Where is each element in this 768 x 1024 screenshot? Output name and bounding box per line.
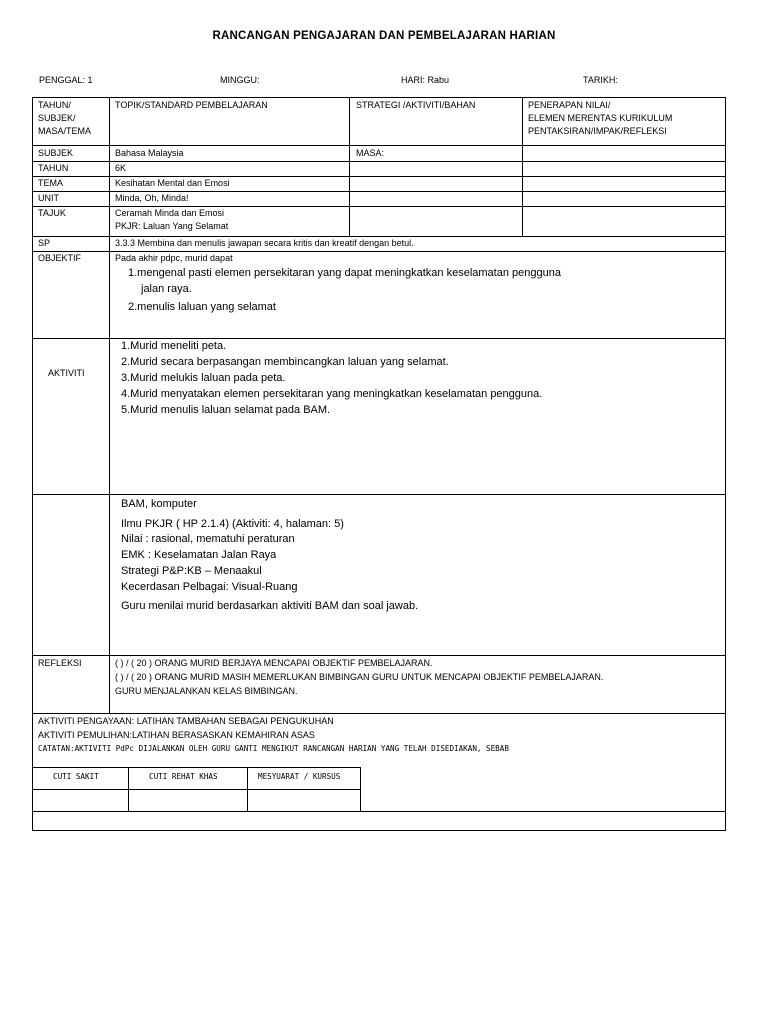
aktiviti-item: 5.Murid menulis laluan selamat pada BAM. bbox=[121, 404, 331, 416]
pengayaan-text: AKTIVITI PENGAYAAN: LATIHAN TAMBAHAN SEBAGAI PENGUKUHAN bbox=[38, 716, 334, 726]
col-divider bbox=[522, 98, 523, 236]
bahan-line: Kecerdasan Pelbagai: Visual-Ruang bbox=[121, 581, 298, 593]
objektif-item-1: 1.mengenal pasti elemen persekitaran yang dapat meningkatkan keselamatan pengguna bbox=[128, 267, 561, 279]
row-divider bbox=[33, 494, 725, 495]
subtable-divider bbox=[247, 767, 248, 811]
bahan-line: Guru menilai murid berdasarkan aktiviti BAM dan soal jawab. bbox=[121, 600, 419, 612]
tajuk-label: TAJUK bbox=[38, 208, 66, 218]
subtable-border bbox=[33, 767, 360, 768]
bahan-line: Strategi P&P:KB – Menaakul bbox=[121, 565, 262, 577]
subtable-border bbox=[33, 789, 360, 790]
sp-value: 3.3.3 Membina dan menulis jawapan secara kritis dan kreatif dengan betul. bbox=[115, 238, 414, 248]
col3-header: STRATEGI /AKTIVITI/BAHAN bbox=[356, 100, 476, 110]
tajuk-value-1: Ceramah Minda dan Emosi bbox=[115, 208, 225, 218]
row-divider bbox=[33, 176, 725, 177]
tema-label: TEMA bbox=[38, 178, 64, 188]
subjek-value: Bahasa Malaysia bbox=[115, 148, 184, 158]
aktiviti-item: 3.Murid melukis laluan pada peta. bbox=[121, 372, 286, 384]
pemulihan-text: AKTIVITI PEMULIHAN:LATIHAN BERASASKAN KEMAHIRAN ASAS bbox=[38, 730, 315, 740]
bahan-line: Ilmu PKJR ( HP 2.1.4) (Aktiviti: 4, halaman: 5) bbox=[121, 518, 344, 530]
page-title: RANCANGAN PENGAJARAN DAN PEMBELAJARAN HARIAN bbox=[212, 30, 556, 42]
tema-value: Kesihatan Mental dan Emosi bbox=[115, 178, 230, 188]
bahan-line: EMK : Keselamatan Jalan Raya bbox=[121, 549, 277, 561]
tahun-label: TAHUN bbox=[38, 163, 69, 173]
hari-field: HARI: Rabu bbox=[401, 75, 450, 85]
subtable-divider bbox=[360, 767, 361, 811]
col1-header: TAHUN/ SUBJEK/ MASA/TEMA bbox=[38, 100, 92, 136]
bahan-line: BAM, komputer bbox=[121, 498, 197, 510]
row-divider bbox=[33, 251, 725, 252]
col-divider bbox=[109, 98, 110, 713]
tajuk-value-2: PKJR: Laluan Yang Selamat bbox=[115, 221, 229, 231]
row-divider bbox=[33, 236, 725, 237]
col-divider bbox=[349, 98, 350, 236]
subjek-label: SUBJEK bbox=[38, 148, 74, 158]
minggu-field: MINGGU: bbox=[220, 75, 260, 85]
objektif-item-2: 2.menulis laluan yang selamat bbox=[128, 301, 276, 313]
aktiviti-item: 2.Murid secara berpasangan membincangkan laluan yang selamat. bbox=[121, 356, 449, 368]
refleksi-line-2: ( ) / ( 20 ) ORANG MURID MASIH MEMERLUKAN BIMBINGAN GURU UNTUK MENCAPAI OBJEKTIF PEMBELAJARAN. bbox=[115, 672, 604, 682]
penggal-field: PENGGAL: 1 bbox=[39, 75, 93, 85]
refleksi-line-3: GURU MENJALANKAN KELAS BIMBINGAN. bbox=[115, 686, 298, 696]
col2-header: TOPIK/STANDARD PEMBELAJARAN bbox=[115, 100, 268, 110]
refleksi-label: REFLEKSI bbox=[38, 658, 82, 668]
unit-label: UNIT bbox=[38, 193, 59, 203]
row-divider bbox=[33, 206, 725, 207]
row-divider bbox=[33, 145, 725, 146]
sp-label: SP bbox=[38, 238, 51, 248]
tahun-value: 6K bbox=[115, 163, 127, 173]
cuti-rehat-label: CUTI REHAT KHAS bbox=[149, 772, 218, 781]
unit-value: Minda, Oh, Minda! bbox=[115, 193, 189, 203]
aktiviti-item: 1.Murid meneliti peta. bbox=[121, 340, 227, 352]
tarikh-field: TARIKH: bbox=[583, 75, 618, 85]
catatan-text: CATATAN:AKTIVITI PdPc DIJALANKAN OLEH GURU GANTI MENGIKUT RANCANGAN HARIAN YANG TELAH DISEDIAKAN, SEBAB bbox=[38, 744, 509, 753]
row-divider bbox=[33, 191, 725, 192]
objektif-item-1-cont: jalan raya. bbox=[141, 283, 192, 295]
subtable-divider bbox=[128, 767, 129, 811]
mesyuarat-label: MESYUARAT / KURSUS bbox=[258, 772, 341, 781]
bahan-line: Nilai : rasional, mematuhi peraturan bbox=[121, 533, 295, 545]
col4-header: PENERAPAN NILAI/ ELEMEN MERENTAS KURIKULUM PENTAKSIRAN/IMPAK/REFLEKSI bbox=[528, 100, 673, 136]
masa-label: MASA: bbox=[356, 148, 385, 158]
lesson-plan-table bbox=[32, 97, 726, 831]
cuti-sakit-label: CUTI SAKIT bbox=[53, 772, 99, 781]
refleksi-line-1: ( ) / ( 20 ) ORANG MURID BERJAYA MENCAPAI OBJEKTIF PEMBELAJARAN. bbox=[115, 658, 433, 668]
objektif-label: OBJEKTIF bbox=[38, 253, 82, 263]
aktiviti-label: AKTIVITI bbox=[48, 368, 85, 378]
row-divider bbox=[33, 713, 725, 714]
row-divider bbox=[33, 655, 725, 656]
aktiviti-item: 4.Murid menyatakan elemen persekitaran yang meningkatkan keselamatan pengguna. bbox=[121, 388, 543, 400]
objektif-intro: Pada akhir pdpc, murid dapat bbox=[115, 253, 233, 263]
row-divider bbox=[33, 161, 725, 162]
row-divider bbox=[33, 811, 725, 812]
